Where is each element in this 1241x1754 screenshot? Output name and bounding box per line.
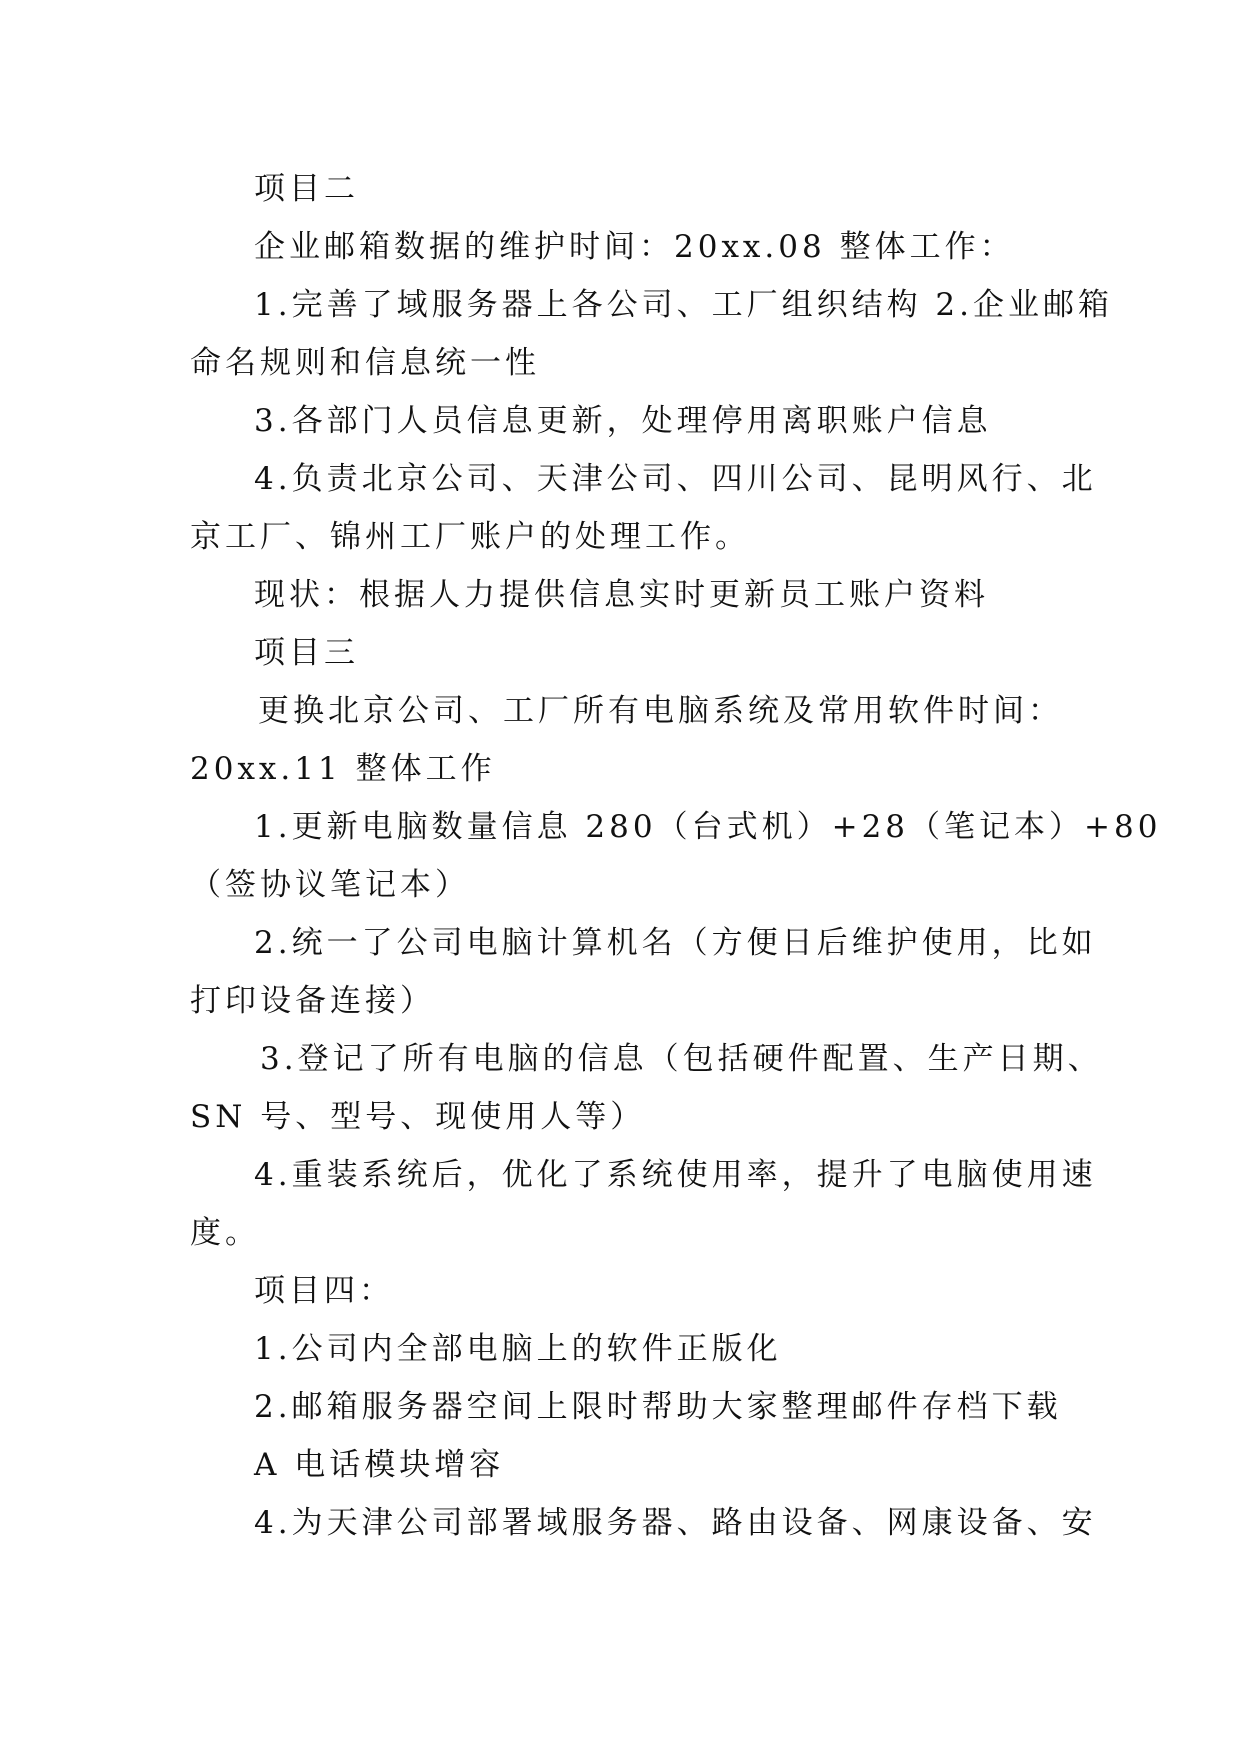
section-heading-project-4: 项目四：: [254, 1273, 394, 1309]
paragraph-line: 20xx.11 整体工作: [190, 751, 496, 787]
section-heading-project-2: 项目二: [254, 171, 359, 207]
paragraph-line: 命名规则和信息统一性: [190, 345, 540, 381]
paragraph-line: 3.登记了所有电脑的信息（包括硬件配置、生产日期、: [260, 1041, 1103, 1077]
paragraph-line: 1.完善了域服务器上各公司、工厂组织结构 2.企业邮箱: [254, 287, 1114, 323]
paragraph-line: A 电话模块增容: [254, 1447, 505, 1483]
paragraph-line: 京工厂、锦州工厂账户的处理工作。: [190, 519, 750, 555]
paragraph-line: 企业邮箱数据的维护时间：20xx.08 整体工作：: [254, 229, 1015, 265]
paragraph-line: 4.负责北京公司、天津公司、四川公司、昆明风行、北: [254, 461, 1097, 497]
paragraph-line: 4.重装系统后，优化了系统使用率，提升了电脑使用速: [254, 1157, 1097, 1193]
paragraph-line: 1.更新电脑数量信息 280（台式机）+28（笔记本）+80: [254, 809, 1162, 845]
document-body: [190, 160, 1162, 1552]
paragraph-line: 现状：根据人力提供信息实时更新员工账户资料: [254, 577, 989, 613]
paragraph-line: 更换北京公司、工厂所有电脑系统及常用软件时间：: [258, 693, 1063, 729]
paragraph-line: 度。: [190, 1215, 260, 1251]
paragraph-line: 打印设备连接）: [190, 983, 435, 1019]
paragraph-line: 3.各部门人员信息更新，处理停用离职账户信息: [254, 403, 992, 439]
paragraph-line: SN 号、型号、现使用人等）: [190, 1099, 646, 1135]
paragraph-line: （签协议笔记本）: [190, 867, 470, 903]
paragraph-line: 2.统一了公司电脑计算机名（方便日后维护使用，比如: [254, 925, 1097, 961]
paragraph-line: 1.公司内全部电脑上的软件正版化: [254, 1331, 782, 1367]
section-heading-project-3: 项目三: [254, 635, 359, 671]
paragraph-line: 2.邮箱服务器空间上限时帮助大家整理邮件存档下载: [254, 1389, 1062, 1425]
paragraph-line: 4.为天津公司部署域服务器、路由设备、网康设备、安: [254, 1505, 1097, 1541]
